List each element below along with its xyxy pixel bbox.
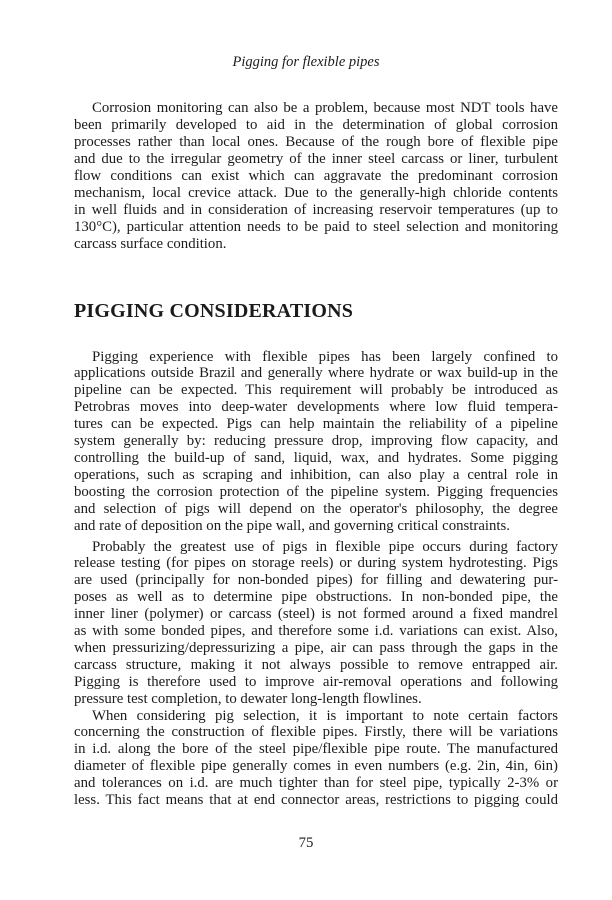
text-line: and rate of deposition on the pipe wall, and governing critical constraints. <box>74 517 510 534</box>
text-line: Pigging is therefore used to improve air-removal operations and following <box>74 674 558 690</box>
text-line: inner liner (polymer) or carcass (steel) is not formed around a fixed mandrel <box>74 606 558 623</box>
text-line: as with some bonded pipes, and therefore some i.d. variations can exist. Also, <box>74 623 558 640</box>
section-paragraph-3 <box>74 708 558 810</box>
text-line: carcass surface condition. <box>74 235 227 252</box>
text-line: less. This fact means that at end connector areas, restrictions to pigging could <box>74 792 558 809</box>
text-line: 130°C), particular attention needs to be paid to steel selection and monitoring <box>74 218 558 235</box>
text-line: boosting the corrosion protection of the pipeline system. Pigging frequencies <box>74 484 558 500</box>
text-line: system generally by: reducing pressure drop, improving flow capacity, and <box>74 433 558 450</box>
text-line: pressure test completion, to dewater long-length flowlines. <box>74 690 422 707</box>
text-line: Petrobras moves into deep-water developments where low fluid tempera- <box>74 399 558 416</box>
text-line: Pigging experience with flexible pipes has been largely confined to <box>92 348 558 365</box>
text-line: carcass structure, making it not always possible to remove entrapped air. <box>74 657 558 674</box>
text-line: and selection of pigs will depend on the operator's philosophy, the degree <box>74 500 558 517</box>
section-paragraph-2 <box>74 539 558 708</box>
text-line: in i.d. along the bore of the steel pipe/flexible pipe route. The manufactured <box>74 741 558 758</box>
text-line: release testing (for pipes on storage reels) or during system hydrotesting. Pigs <box>74 555 558 572</box>
page-number: 75 <box>298 835 314 851</box>
text-line: poses as well as to determine pipe obstructions. In non-bonded pipe, the <box>74 589 558 606</box>
text-line: processes rather than local ones. Because of the rough bore of flexible pipe <box>74 133 558 150</box>
text-line: in well fluids and in consideration of increasing reservoir temperatures (up to <box>74 201 558 218</box>
text-line: concerning the construction of flexible pipes. Firstly, there will be variations <box>74 724 558 741</box>
section-heading: PIGGING CONSIDERATIONS <box>74 300 354 322</box>
text-line: operations, such as scraping and inhibition, can also play a central role in <box>74 467 558 484</box>
intro-paragraph <box>74 100 558 252</box>
text-line: mechanism, local crevice attack. Due to the generally-high chloride contents <box>74 184 558 201</box>
text-line: Corrosion monitoring can also be a problem, because most NDT tools have <box>92 100 558 116</box>
text-line: pipeline can be expected. This requirement will probably be introduced as <box>74 382 558 399</box>
text-line: are used (principally for non-bonded pipes) for filling and dewatering pur- <box>74 572 558 589</box>
running-head-title: Pigging for flexible pipes <box>232 54 380 70</box>
text-line: when pressurizing/depressurizing a pipe, air can pass through the gaps in the <box>74 640 558 657</box>
text-line: When considering pig selection, it is important to note certain factors <box>92 707 558 724</box>
text-line: Probably the greatest use of pigs in flexible pipe occurs during factory <box>92 538 558 555</box>
text-line: and due to the irregular geometry of the inner steel carcass or liner, turbulent <box>74 150 558 167</box>
text-line: controlling the build-up of sand, liquid, wax, and hydrates. Some pigging <box>74 450 558 467</box>
text-line: applications outside Brazil and generally where hydrate or wax build-up in the <box>74 365 558 382</box>
text-line: and tolerances on i.d. are much tighter than for steel pipe, typically 2-3% or <box>74 775 558 792</box>
text-line: flow conditions can exist which can aggravate the predominant corrosion <box>74 167 558 184</box>
section-paragraph-1 <box>74 349 558 535</box>
text-line: been primarily developed to aid in the determination of global corrosion <box>74 116 558 133</box>
text-line: diameter of flexible pipe generally comes in even numbers (e.g. 2in, 4in, 6in) <box>74 758 558 775</box>
text-line: tures can be expected. Pigs can help maintain the reliability of a pipeline <box>74 416 558 433</box>
